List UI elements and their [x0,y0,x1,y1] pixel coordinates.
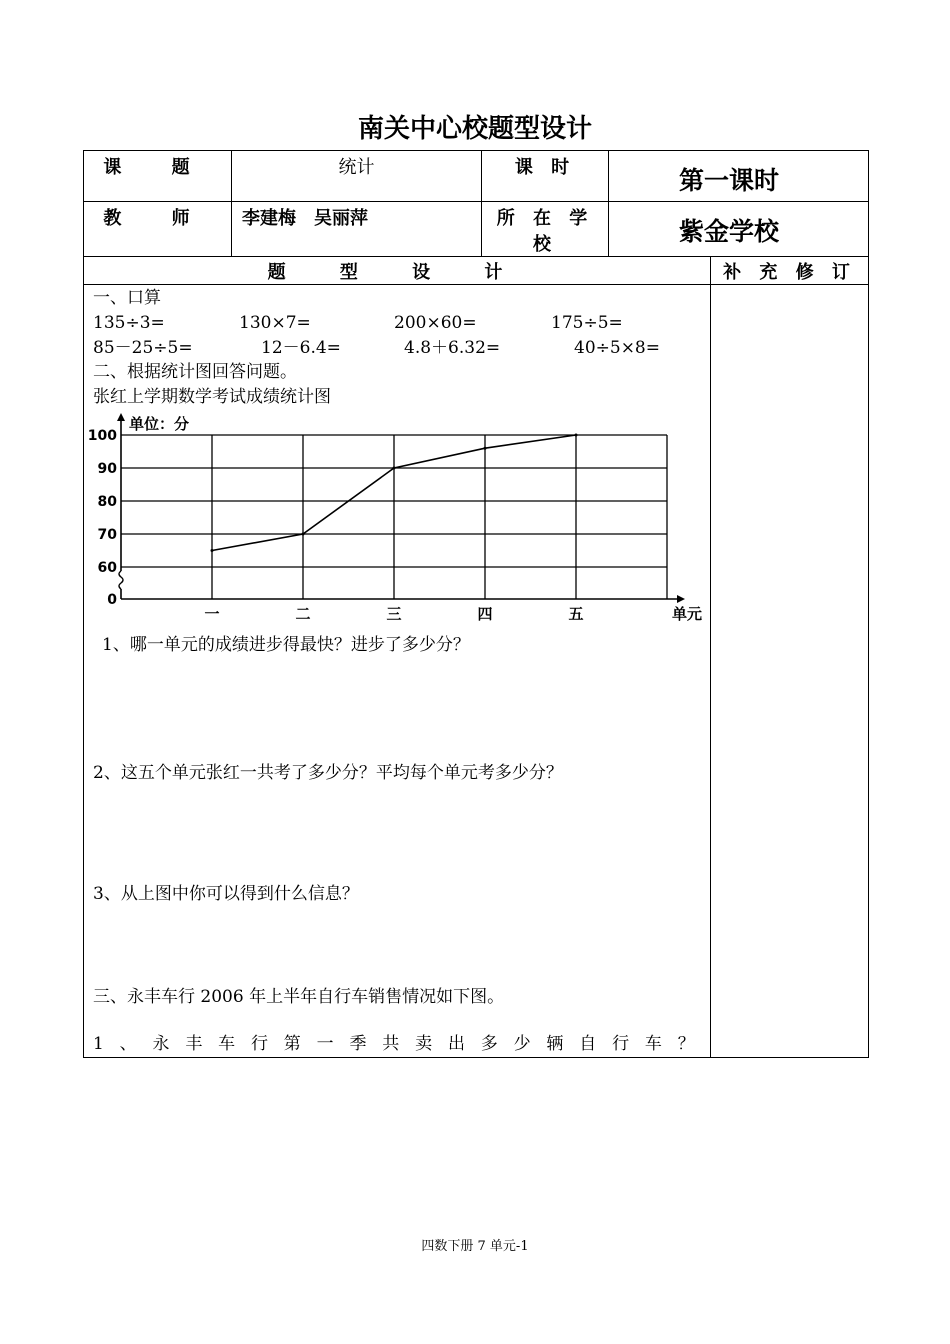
question-char: 、 [119,1034,137,1054]
section-1-title: 一、口算 [93,288,161,308]
question-char: 多 [480,1034,498,1054]
topic-value: 统计 [232,151,482,202]
calc-item: 130×7= [239,313,311,333]
data-point [393,467,396,470]
revise-section-header: 补 充 修 订 [711,257,869,285]
y-axis-arrow [117,413,125,421]
question-char: 少 [513,1034,531,1054]
question-char: 辆 [546,1034,564,1054]
data-point [484,447,487,450]
y-tick-label: 0 [107,592,117,608]
school-label: 所 在 学 校 [482,202,609,257]
data-point [211,549,214,552]
question-char: ？ [677,1034,695,1054]
design-table [83,150,869,1058]
x-tick-label: 一 [204,605,220,623]
x-axis-arrow [677,595,685,603]
question-char: 车 [644,1034,662,1054]
question-char: 出 [447,1034,465,1054]
y-tick-label: 80 [97,494,117,510]
question-1: 1、哪一单元的成绩进步得最快？进步了多少分？ [102,635,470,655]
calc-item: 12－6.4= [261,338,341,358]
topic-label: 课 题 [84,151,232,202]
question-char: 自 [579,1034,597,1054]
question-char: 1 [93,1034,104,1054]
section-3-title: 三、永丰车行 2006 年上半年自行车销售情况如下图。 [93,987,505,1007]
axis-break [119,571,123,589]
period-value: 第一课时 [609,151,869,202]
school-value: 紫金学校 [609,202,869,257]
calc-item: 135÷3= [93,313,165,333]
page-footer: 四数下册 7 单元-1 [421,1239,529,1254]
calc-item: 175÷5= [551,313,623,333]
y-tick-label: 70 [97,527,117,543]
question-char: 车 [218,1034,236,1054]
question-char: 共 [382,1034,400,1054]
calc-item: 4.8＋6.32= [404,338,501,358]
question-char: 卖 [415,1034,433,1054]
question-char: 第 [283,1034,301,1054]
question-char: 行 [250,1034,268,1054]
question-2: 2、这五个单元张红一共考了多少分？平均每个单元考多少分？ [93,763,563,783]
x-tick-label: 二 [295,605,311,623]
design-content [84,285,711,1058]
question-char: 季 [349,1034,367,1054]
design-section-header: 题 型 设 计 [84,257,711,285]
score-line-chart [88,413,708,629]
period-label: 课 时 [482,151,609,202]
page-title: 南关中心校题型设计 [357,114,592,144]
x-axis-label: 单元 [671,605,703,623]
data-point [575,434,578,437]
question-char: 丰 [185,1034,203,1054]
section-2-title: 二、根据统计图回答问题。 [93,362,297,382]
x-tick-label: 三 [386,605,402,623]
y-tick-label: 100 [88,428,117,444]
question-char: 一 [316,1034,334,1054]
calc-item: 85－25÷5= [93,338,193,358]
revision-column [711,285,869,1058]
y-tick-label: 90 [97,461,117,477]
data-point [302,533,305,536]
question-char: 永 [152,1034,170,1054]
y-tick-label: 60 [97,560,117,576]
y-unit-label: 单位：分 [129,415,190,433]
teacher-value: 李建梅 吴丽萍 [232,202,482,257]
calc-item: 40÷5×8= [574,338,660,358]
section-3-question-1 [93,1033,695,1055]
question-3: 3、从上图中你可以得到什么信息？ [93,884,359,904]
x-tick-label: 四 [477,605,493,623]
question-char: 行 [612,1034,630,1054]
x-tick-label: 五 [568,605,584,623]
calc-item: 200×60= [394,313,477,333]
chart-caption: 张红上学期数学考试成绩统计图 [93,387,331,407]
teacher-label: 教 师 [84,202,232,257]
